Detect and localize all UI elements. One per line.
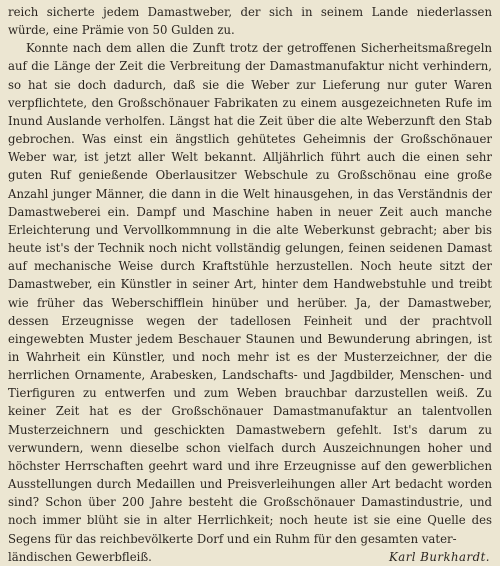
author-signature: Karl Burkhardt. [389, 549, 490, 564]
paragraph-main-text: Konnte nach dem allen die Zunft trotz der getroffenen Sicherheitsmaßregeln auf die Länge der Zeit die Verbreitung der Damastmanufaktur nicht verhindern, so hat sie doch dadurch, daß sie die Weber zur Lieferung nur guter Waren verpflichtete, den Großschönauer Fabrikaten zu einem ausgezeichneten Rufe im Inund Auslande verholfen. Längst hat die Zeit über die alte Weberzunft den Stab gebrochen. Was einst ein ängstlich gehütetes Geheimnis der Großschönauer Weber war, ist jetzt aller Welt bekannt. Alljährlich führt auch die einen sehr guten Ruf genießende Oberlausitzer Webschule zu Großschönau eine große Anzahl junger Männer, die dann in die Welt hinausgehen, in das Verständnis der Damastweberei ein. Dampf und Maschine haben in neuer Zeit auch manche Erleichterung und Vervollkommnung in die alte Weberkunst gebracht; aber bis heute ist's der Technik noch nicht vollständig gelungen, feinen seidenen Damast auf mechanische Weise durch Kraftstühle herzustellen. Noch heute sitzt der Damastweber, ein Künstler in seiner Art, hinter dem Handwebstuhle und treibt wie früher das Weberschifflein hinüber und herüber. Ja, der Damastweber, dessen Erzeugnisse wegen der tadellosen Feinheit und der prachtvoll eingewebten Muster jedem Beschauer Staunen und Bewunderung abringen, ist in Wahrheit ein Künstler, und noch mehr ist es der Musterzeichner, der die herrlichen Ornamente, Arabesken, Landschafts- und Jagdbilder, Menschen- und Tierfiguren zu entwerfen und zum Weben brauchbar darzustellen weiß. Zu keiner Zeit hat es der Großschönauer Damastmanufaktur an talentvollen Musterzeichnern und geschickten Damastwebern gefehlt. Ist's darum zu verwundern, wenn dieselbe schon vielfach durch Auszeichnungen hoher und höchster Herrschaften geehrt ward und ihre Erzeugnisse auf den gewerblichen Ausstellungen durch Medaillen und Preisverleihungen aller Art bedacht worden sind? Schon über 200 Jahre besteht die Großschönauer Damastindustrie, und noch immer blüht sie in alter Herrlichkeit; noch heute ist sie eine Quelle des Segens für das reichbevölkerte Dorf und ein Ruhm für den gesamten vater- [8, 41, 492, 546]
final-line-text: ländischen Gewerbfleiß. [8, 549, 152, 564]
paragraph-main [8, 39, 492, 547]
paragraph-intro: reich sicherte jedem Damastweber, der sich in seinem Lande niederlassen würde, eine Prämie von 50 Gulden zu. [8, 5, 492, 38]
